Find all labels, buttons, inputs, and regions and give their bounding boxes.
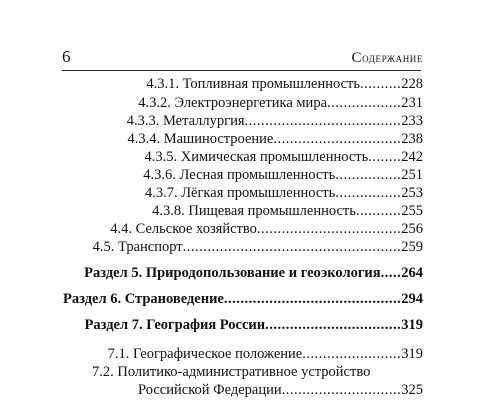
toc-entry-4-3-4 [127, 131, 423, 147]
page-number: 6 [62, 47, 71, 66]
toc-entry-title: 4.3.5. Химическая промышленность [144, 149, 369, 165]
toc-entry-title: 4.3.3. Металлургия [126, 113, 245, 129]
toc-entry-7-2 [92, 364, 370, 380]
toc-entry-4-3-6 [143, 167, 423, 183]
toc-entry-title: 4.5. Транспорт [92, 239, 183, 255]
toc-entry-leader: ..................................................... [182, 239, 402, 255]
toc-entry-page: 255 [401, 203, 423, 219]
header-rule [62, 70, 421, 71]
toc-entry-leader: ................ [335, 185, 402, 201]
toc-entry-title: 4.3.4. Машиностроение [127, 131, 274, 147]
toc-entry-leader: ................................... [256, 221, 402, 237]
toc-entry-page: 294 [401, 291, 423, 307]
toc-section-7 [85, 317, 423, 333]
toc-entry-4-5 [93, 239, 423, 255]
toc-entry-title: 4.3.2. Электроэнергетика мира [138, 95, 327, 111]
toc-entry-4-3-7 [145, 185, 423, 201]
toc-entry-7-1 [108, 346, 423, 362]
toc-entry-page: 319 [401, 346, 423, 362]
toc-entry-4-3-1 [146, 76, 423, 92]
toc-entry-4-3-3 [127, 113, 423, 129]
toc-entry-leader: ........... [355, 203, 402, 219]
toc-entry-page: 233 [401, 113, 423, 129]
toc-entry-title: 4.4. Сельское хозяйство [110, 221, 257, 237]
toc-entry-page: 264 [401, 265, 423, 281]
toc-entry-4-3-2 [138, 95, 423, 111]
toc-entry-title: Раздел 6. Страноведение [63, 291, 224, 307]
toc-entry-4-3-5 [144, 149, 423, 165]
toc-entry-leader: ............................... [273, 131, 402, 147]
toc-entry-leader: ........................................... [223, 291, 402, 307]
toc-entry-leader: .......... [360, 76, 402, 92]
toc-entry-title: 4.3.7. Лёгкая промышленность [144, 185, 336, 201]
toc-entry-leader: ............................. [281, 382, 402, 398]
toc-entry-page: 325 [401, 382, 423, 398]
toc-entry-4-4 [110, 221, 423, 237]
toc-entry-leader: ...................................... [244, 113, 402, 129]
toc-entry-title: 7.2. Политико-административное устройство [92, 364, 371, 380]
toc-entry-page: 256 [401, 221, 423, 237]
toc-entry-title: 7.1. Географическое положение [107, 346, 303, 362]
toc-entry-title: 4.3.1. Топливная промышленность [146, 76, 360, 92]
toc-section-5 [84, 265, 423, 281]
toc-entry-leader: ..... [380, 265, 402, 281]
running-title: Содержание [351, 50, 423, 66]
toc-entry-page: 242 [401, 149, 423, 165]
toc-entry-title: 4.3.8. Пищевая промышленность [152, 203, 356, 219]
toc-entry-leader: ........ [368, 149, 402, 165]
toc-section-6 [63, 291, 423, 307]
toc-entry-title: Раздел 5. Природопользование и геоэкология [84, 265, 381, 281]
toc-entry-leader: .................. [327, 95, 402, 111]
toc-entry-4-3-8 [152, 203, 423, 219]
toc-entry-page: 231 [401, 95, 423, 111]
toc-entry-page: 228 [401, 76, 423, 92]
toc-entry-7-2-continued [138, 382, 423, 398]
toc-entry-leader: ........................ [302, 346, 402, 362]
toc-entry-page: 259 [401, 239, 423, 255]
toc-entry-leader: ................................. [265, 317, 402, 333]
toc-entry-page: 238 [401, 131, 423, 147]
toc-entry-page: 251 [401, 167, 423, 183]
toc-entry-page: 319 [401, 317, 423, 333]
toc-entry-title: Раздел 7. География России [84, 317, 266, 333]
toc-entry-leader: ................ [335, 167, 402, 183]
toc-entry-page: 253 [401, 185, 423, 201]
toc-entry-title: Российской Федерации [138, 382, 282, 398]
toc-entry-title: 4.3.6. Лесная промышленность [143, 167, 336, 183]
